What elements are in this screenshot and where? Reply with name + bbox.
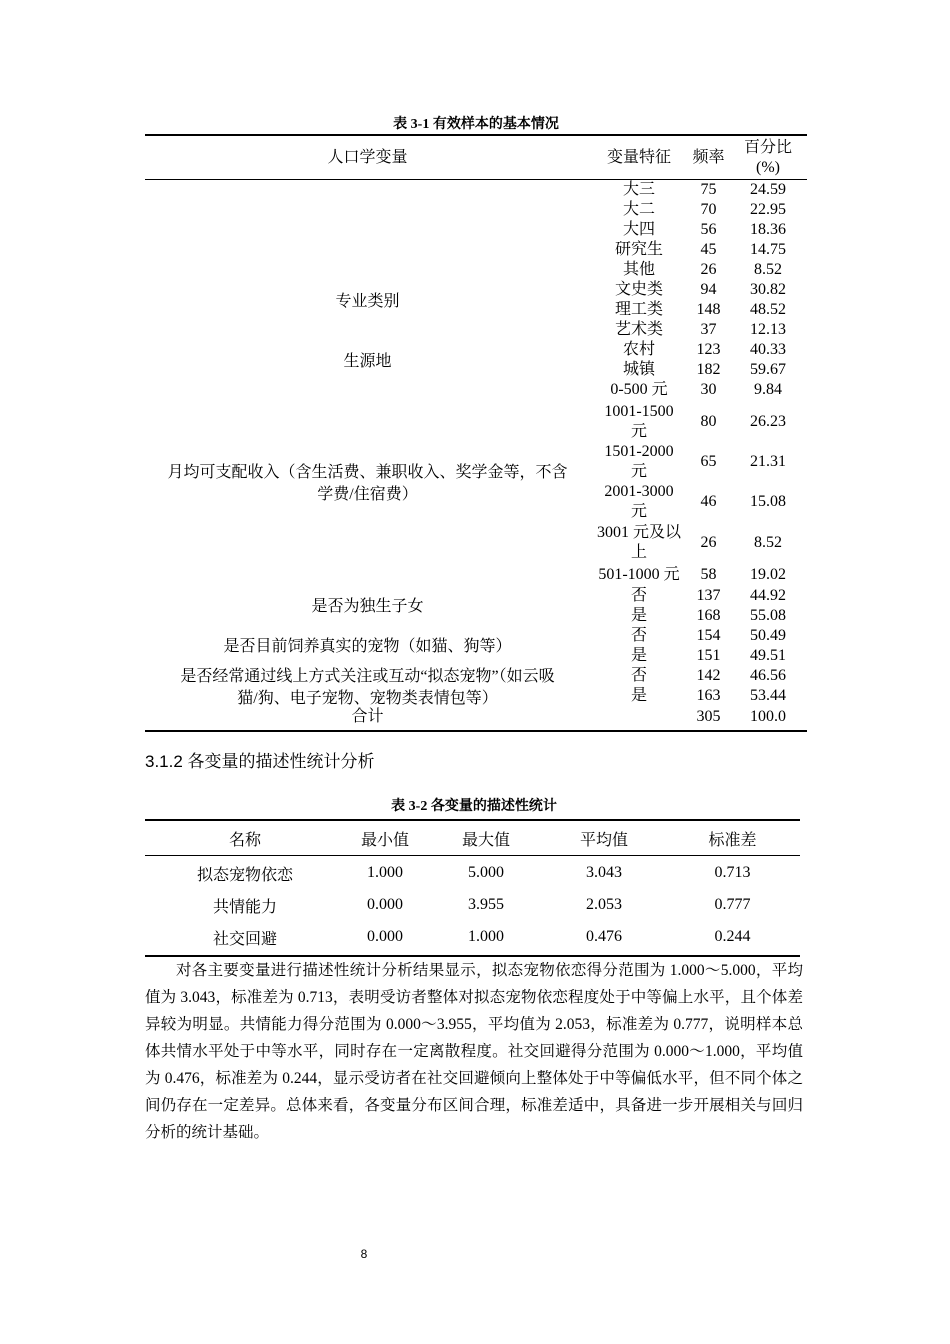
header-min: 最小值 [360, 831, 409, 849]
table2-caption: 表 3-2 各变量的描述性统计 [391, 799, 557, 814]
group-income: 月均可支配收入（含生活费、兼职收入、奖学金等，不含 学费/住宿费） [167, 464, 568, 503]
table1-caption: 表 3-1 有效样本的基本情况 [393, 117, 559, 132]
sample-characteristics-table: 人口学变量 变量特征 频率 百分比 (%) 专业类别 生源地 月均可支配收入（含生活费、兼职收入、奖学金等，不含 学费/住宿费） 是否为独生子女 是否目前饲养真实的宠物（如猫、狗等） 是否经常通过线上方式关注或互动“拟态宠物”（如云吸 猫/狗、电子宠物、宠物类表情包等） 合计 大三 75 24.59 大二 70 22.95 大四 56 18.36 研究生 45 14.75 其他 26 8.52 文史类 94 30.82 理工类 148 48.52 艺术类 37 12.13 农村 123 40.33 城镇 182 59.67 0-500 元 30 9.84 1001-1500 元 80 26.23 1501-2000 元 65 21.31 2001-3000 元 46 15.08 3001 元及以 上 26 8.52 501-1000 元 58 19.02 否 137 44.92 是 168 55.08 否 154 50.49 是 151 49.51 否 142 46.56 是 163 53.44 305 100.0 [145, 134, 807, 732]
table-row: 拟态宠物依恋 1.000 5.000 3.043 0.713 [196, 864, 751, 884]
header-sd: 标准差 [708, 831, 757, 849]
header-frequency: 频率 [692, 149, 725, 166]
header-max: 最大值 [461, 831, 510, 849]
section-heading: 3.1.2 各变量的描述性统计分析 [145, 752, 375, 771]
descriptive-statistics-table [145, 819, 800, 957]
table-header-row [145, 821, 800, 856]
table-row: 社交回避 0.000 1.000 0.476 0.244 [212, 928, 751, 948]
group-major: 专业类别 [335, 293, 400, 310]
header-demographic: 人口学变量 [327, 149, 408, 166]
header-name: 名称 [228, 831, 261, 849]
group-origin: 生源地 [343, 353, 392, 370]
group-real-pet: 是否目前饲养真实的宠物（如猫、狗等） [223, 638, 512, 655]
page-number: 8 [360, 1247, 368, 1261]
group-only-child: 是否为独生子女 [311, 598, 424, 615]
table-header-row [145, 136, 807, 180]
table-row: 共情能力 0.000 3.955 2.053 0.777 [212, 896, 751, 916]
header-feature: 变量特征 [606, 149, 671, 166]
header-percent: 百分比 (%) [743, 139, 792, 176]
header-mean: 平均值 [579, 831, 628, 849]
analysis-paragraph: 对各主要变量进行描述性统计分析结果显示，拟态宠物依恋得分范围为 1.000～5.000，平均值为 3.043，标准差为 0.713，表明受访者整体对拟态宠物依恋程度处于中等偏上水平，且个体差异较为明显。共情能力得分范围为 0.000～3.955，平均值为 2.053，标准差为 0.777，说明样本总体共情水平处于中等水平，同时存在一定离散程度。社交回避得分范围为 0.000～1.000，平均值为 0.476，标准差为 0.244，显示受访者在社交回避倾向上整体处于中等偏低水平，但不同个体之间仍存在一定差异。总体来看，各变量分布区间合理，标准差适中，具备进一步开展相关与回归分析的统计基础。 [145, 962, 803, 1141]
group-virtual-pet: 是否经常通过线上方式关注或互动“拟态宠物”（如云吸 猫/狗、电子宠物、宠物类表情包等） [180, 668, 555, 707]
group-total: 合计 [351, 708, 384, 725]
